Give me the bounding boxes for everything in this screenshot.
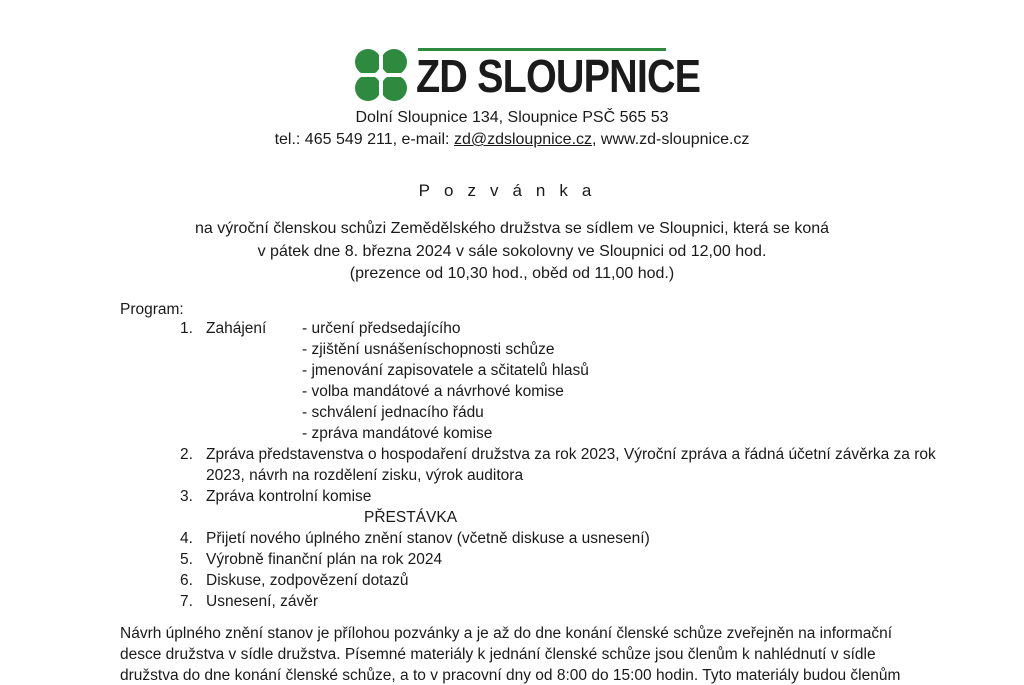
contact-suffix: , www.zd-sloupnice.cz xyxy=(592,131,750,148)
program-subitem: - volba mandátové a návrhové komise xyxy=(302,383,564,400)
document-title: Pozvánka xyxy=(418,181,606,200)
program-item-number: 5. xyxy=(180,551,193,568)
logo-text: ZD SLOUPNICE xyxy=(416,50,701,102)
company-contact xyxy=(0,131,1024,149)
program-item: Zahájení xyxy=(206,320,267,337)
company-logo xyxy=(352,46,701,106)
footer-paragraph-line: desce družstva v sídle družstva. Písemné materiály k jednání členské schůze jsou členům k nahlédnutí v sídle xyxy=(120,646,876,663)
program-item: Přijetí nového úplného znění stanov (včetně diskuse a usnesení) xyxy=(206,530,650,547)
program-subitem: - zpráva mandátové komise xyxy=(302,425,493,442)
program-item-number: 7. xyxy=(180,593,193,610)
program-item: Zpráva kontrolní komise xyxy=(206,488,372,505)
contact-prefix: tel.: 465 549 211, e-mail: xyxy=(274,131,454,148)
program-item: Zpráva představenstva o hospodaření družstva za rok 2023, Výroční zpráva a řádná účetní závěrka za rok xyxy=(206,446,936,463)
email-link[interactable]: zd@zdsloupnice.cz xyxy=(453,131,593,148)
program-item-continuation: 2023, návrh na rozdělení zisku, výrok auditora xyxy=(206,467,524,484)
program-subitem: - zjištění usnášeníschopnosti schůze xyxy=(302,341,555,358)
program-label: Program: xyxy=(120,301,184,318)
invitation-line-1: na výroční členskou schůzi Zemědělského družstva se sídlem ve Sloupnici, která se koná xyxy=(194,220,830,237)
break-label: PŘESTÁVKA xyxy=(364,509,458,526)
program-subitem: - schválení jednacího řádu xyxy=(302,404,484,421)
program-item-number: 1. xyxy=(180,320,193,337)
program-subitem: - určení předsedajícího xyxy=(302,320,461,337)
footer-paragraph-line: Návrh úplného znění stanov je přílohou pozvánky a je až do dne konání členské schůze zveřejněn na informační xyxy=(120,625,893,642)
company-address: Dolní Sloupnice 134, Sloupnice PSČ 565 53 xyxy=(355,109,669,126)
program-item: Usnesení, závěr xyxy=(206,593,318,610)
program-item: Diskuse, zodpovězení dotazů xyxy=(206,572,409,589)
footer-paragraph-line: družstva do dne konání členské schůze, a to v pracovní dny od 8:00 do 15:00 hodin. Tyto materiály budou členům xyxy=(120,667,901,684)
program-item-number: 2. xyxy=(180,446,193,463)
invitation-line-3: (prezence od 10,30 hod., oběd od 11,00 hod.) xyxy=(349,265,675,282)
program-subitem: - jmenování zapisovatele a sčitatelů hlasů xyxy=(302,362,589,379)
program-item: Výrobně finanční plán na rok 2024 xyxy=(206,551,443,568)
program-item-number: 6. xyxy=(180,572,193,589)
program-item-number: 3. xyxy=(180,488,193,505)
program-item-number: 4. xyxy=(180,530,193,547)
invitation-line-2: v pátek dne 8. března 2024 v sále sokolovny ve Sloupnici od 12,00 hod. xyxy=(257,243,767,260)
clover-logo-icon xyxy=(352,46,410,104)
